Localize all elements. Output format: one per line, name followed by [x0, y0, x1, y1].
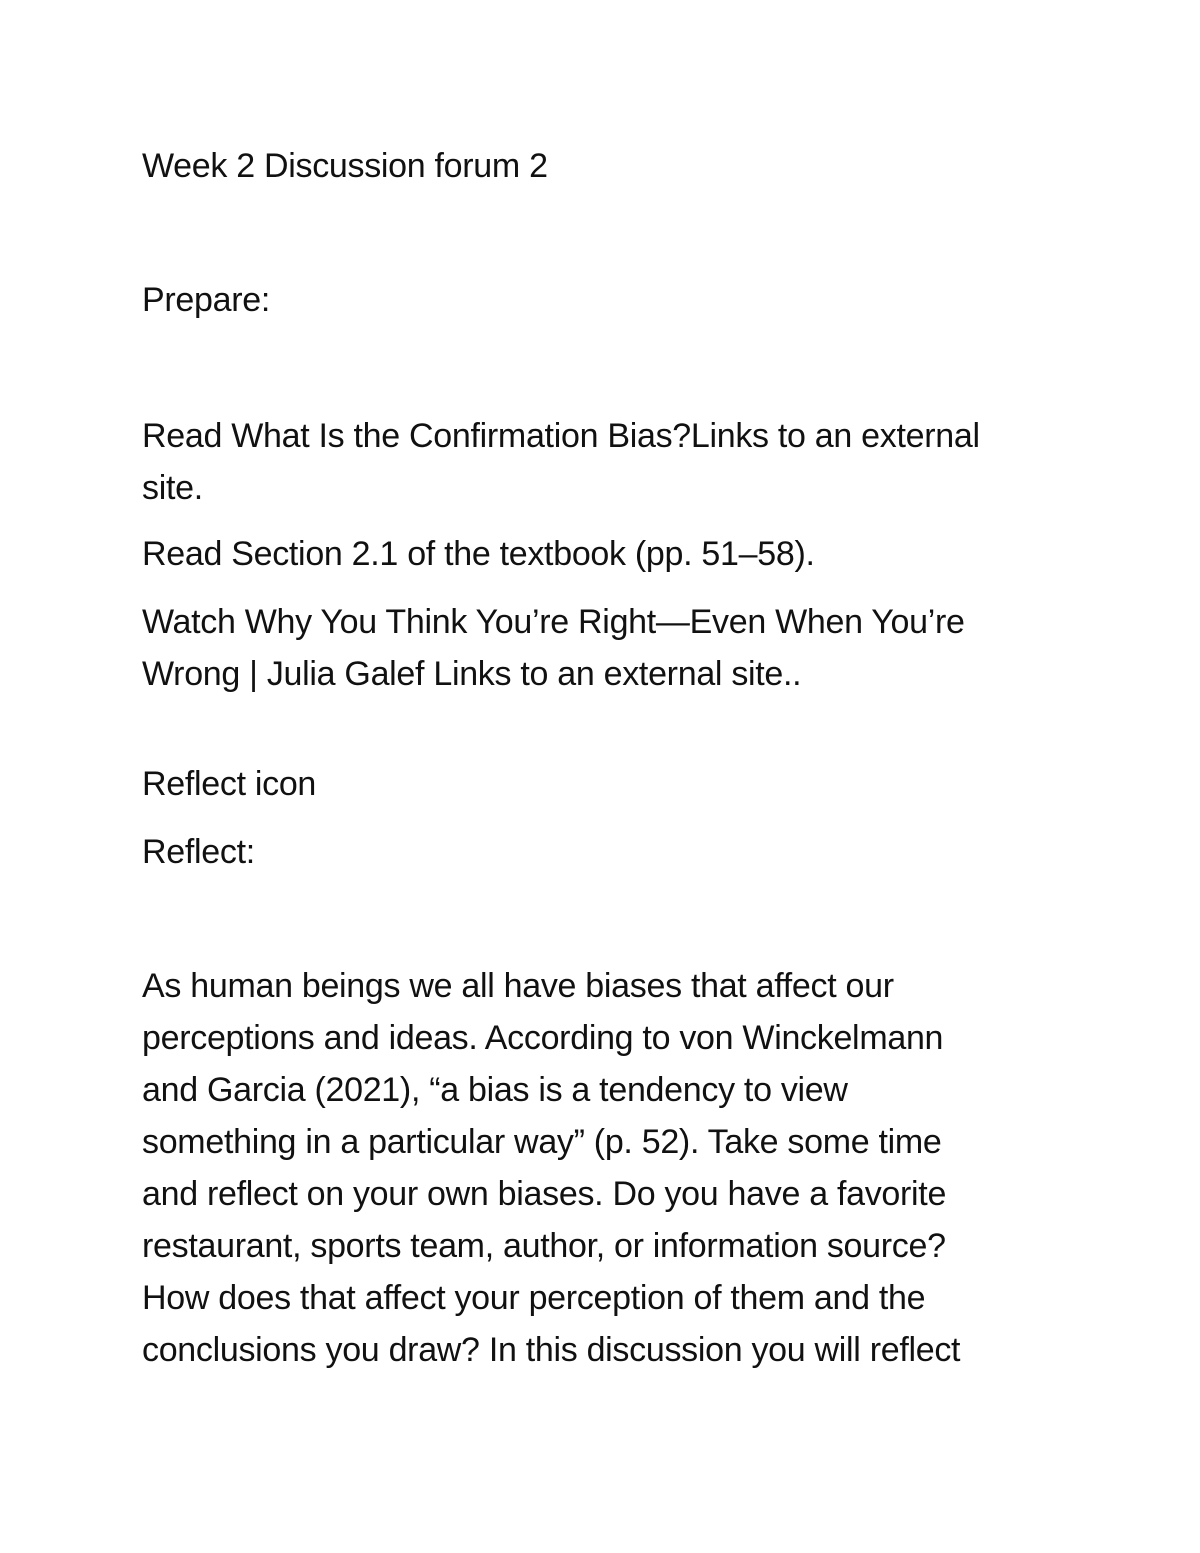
prepare-item-1-line-2: site.: [142, 469, 203, 507]
body-line-6: restaurant, sports team, author, or information source?: [142, 1227, 946, 1265]
prepare-item-3-line-2: Wrong | Julia Galef Links to an external site..: [142, 655, 802, 693]
prepare-item-2-line-1: Read Section 2.1 of the textbook (pp. 51–58).: [142, 535, 815, 573]
body-line-5: and reflect on your own biases. Do you have a favorite: [142, 1175, 947, 1213]
body-line-4: something in a particular way” (p. 52). Take some time: [142, 1123, 942, 1161]
body-line-8: conclusions you draw? In this discussion you will reflect: [142, 1331, 961, 1369]
reflect-icon-text: Reflect icon: [142, 765, 317, 803]
body-line-1: As human beings we all have biases that affect our: [142, 967, 894, 1005]
prepare-item-1-line-1: Read What Is the Confirmation Bias?Links to an external: [142, 417, 980, 455]
reflect-heading: Reflect:: [142, 833, 255, 871]
document-title: Week 2 Discussion forum 2: [142, 147, 548, 185]
prepare-heading: Prepare:: [142, 281, 271, 319]
body-line-2: perceptions and ideas. According to von Winckelmann: [142, 1019, 944, 1057]
prepare-item-3-line-1: Watch Why You Think You’re Right—Even When You’re: [142, 603, 965, 641]
body-line-7: How does that affect your perception of them and the: [142, 1279, 926, 1317]
body-line-3: and Garcia (2021), “a bias is a tendency to view: [142, 1071, 848, 1109]
